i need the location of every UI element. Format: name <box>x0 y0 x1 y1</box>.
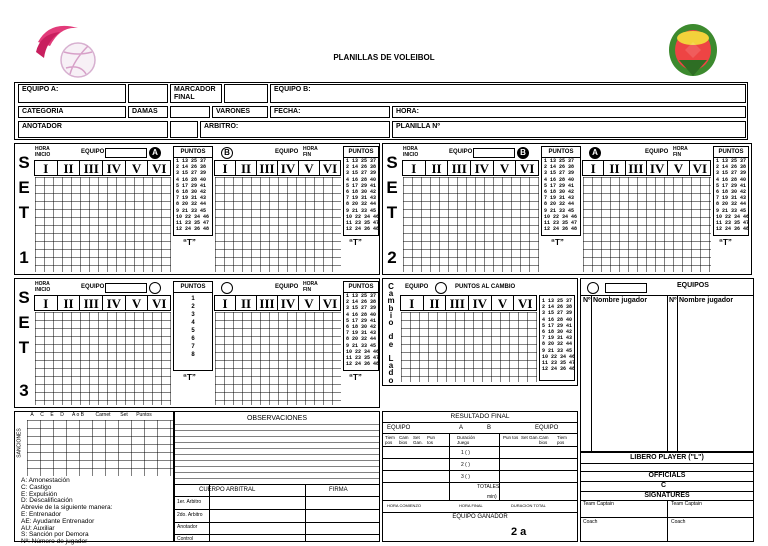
team-badge <box>149 282 161 294</box>
duracion-total-label: DURACION TOTAL <box>511 503 546 508</box>
timeout-mark: “T” <box>349 238 362 247</box>
set-1-panel <box>14 143 380 275</box>
officials-label: OFFICIALS <box>648 472 686 479</box>
cuerpo-arbitral-label: CUERPO ARBITRAL <box>199 487 256 493</box>
roster-equipo-input[interactable] <box>605 283 647 293</box>
arbitro-field[interactable]: ARBITRO: <box>200 121 390 138</box>
cambio-de-lado-panel <box>382 278 578 386</box>
equipo-label: EQUIPO <box>405 284 429 290</box>
club-crest-logo <box>665 20 721 82</box>
hora-fin-label: HORA FIN <box>673 146 688 158</box>
points-box[interactable]: PUNTOS 1 13 25 37 2 14 26 38 3 15 27 39 4 16 28 40 5 17 29 41 6 18 30 42 7 19 31 43 8 20 32 44 9 21 33 45 10 22 34 46 11 23 35 47 12 24 36 48 <box>343 146 379 236</box>
categoria-field[interactable]: CATEGORIA <box>18 106 126 118</box>
team-badge <box>435 282 447 294</box>
marcador-final-field[interactable]: MARCADOR FINAL <box>170 84 222 103</box>
team-a-badge: A <box>589 147 601 159</box>
set-row-2[interactable]: 2 ( ) <box>461 462 470 468</box>
hora-comienzo-label: HORA COMIENZO <box>387 503 422 508</box>
team-captain-label: Team Captain <box>671 501 702 507</box>
final-score[interactable]: 2 a <box>511 526 527 538</box>
team-captain-label: Team Captain <box>583 501 614 507</box>
hora-inicio-label: HORA INICIO <box>35 281 51 293</box>
points-box[interactable]: PUNTOS 1 13 25 37 2 14 26 38 3 15 27 39 4 16 28 40 5 17 29 41 6 18 30 42 7 19 31 43 8 20 32 44 9 21 33 45 10 22 34 46 11 23 35 47 12 24 36 48 <box>541 146 581 236</box>
rotation-header: I II III IV V VI <box>35 160 171 176</box>
equipo-input[interactable] <box>473 148 515 158</box>
equipo-input[interactable] <box>105 283 147 293</box>
hora-inicio-label: HORA INICIO <box>403 146 419 158</box>
planilla-field[interactable]: PLANILLA Nº <box>392 121 746 138</box>
rotation-grid[interactable] <box>215 312 341 405</box>
hora-inicio-label: HORA INICIO <box>35 146 51 158</box>
rotation-grid[interactable] <box>401 312 537 382</box>
equipo-label: EQUIPO <box>449 149 473 155</box>
points-box[interactable]: PUNTOS 1 13 25 37 2 14 26 38 3 15 27 39 4 16 28 40 5 17 29 41 6 18 30 42 7 19 31 43 8 20 32 44 9 21 33 45 10 22 34 46 11 23 35 47 12 24 36 48 <box>713 146 749 236</box>
anotador-field[interactable]: ANOTADOR <box>18 121 168 138</box>
primer-arbitro-label: 1er. Arbitro <box>177 499 202 505</box>
points-box[interactable]: PUNTOS 1 13 25 37 2 14 26 38 3 15 27 39 4 16 28 40 5 17 29 41 6 18 30 42 7 19 31 43 8 20 32 44 9 21 33 45 10 22 34 46 11 23 35 47 12 24 36 48 <box>173 146 213 236</box>
team-badge <box>221 282 233 294</box>
equipo-label: EQUIPO <box>387 425 411 431</box>
rotation-grid[interactable] <box>215 177 341 272</box>
hora-field[interactable]: HORA: <box>392 106 746 118</box>
cambio-letters: C a m b i o d e L a d o <box>387 282 395 385</box>
totales-label: TOTALES <box>477 484 500 490</box>
segundo-arbitro-label: 2do. Arbitro <box>177 512 203 518</box>
damas-field[interactable]: DAMAS <box>128 106 168 118</box>
set-row-1[interactable]: 1 ( ) <box>461 450 470 456</box>
equipo-label: EQUIPO <box>275 149 299 155</box>
firma-label: FIRMA <box>329 487 348 493</box>
nombre-header: Nombre jugador <box>679 297 734 304</box>
points-box[interactable]: PUNTOS 1 13 25 37 2 14 26 38 3 15 27 39 4 16 28 40 5 17 29 41 6 18 30 42 7 19 31 43 8 20 32 44 9 21 33 45 10 22 34 46 11 23 35 47 12 24 36 48 <box>343 281 379 371</box>
sanciones-panel <box>14 411 174 546</box>
timeout-mark: “T” <box>349 373 362 382</box>
set-word: S E T <box>386 153 398 222</box>
duracion-label: Duración Juego <box>457 435 476 445</box>
set-number: 3 <box>19 381 29 400</box>
points-box[interactable]: 1 13 25 37 2 14 26 38 3 15 27 39 4 16 28 40 5 17 29 41 6 18 30 42 7 19 31 43 8 20 32 44 9 21 33 45 10 22 34 46 11 23 35 47 12 24 36 48 <box>539 295 575 381</box>
equipo-label: EQUIPO <box>275 284 299 290</box>
numero-header: Nº <box>669 297 677 304</box>
timeout-mark: “T” <box>719 238 732 247</box>
set-number: 1 <box>19 248 29 267</box>
equipo-label: EQUIPO <box>535 425 559 431</box>
set-word: S E T <box>18 153 30 222</box>
rotation-header: I II III IV V VI <box>35 295 171 311</box>
blank-anotador-field[interactable] <box>170 121 198 138</box>
rotation-header: I II III IV V VI <box>583 160 711 176</box>
observaciones-panel <box>174 411 380 542</box>
equipo-a-field[interactable]: EQUIPO A: <box>18 84 126 103</box>
equipo-ganador-label: EQUIPO GANADOR <box>452 514 508 520</box>
libero-label: LIBERO PLAYER ("L") <box>630 454 704 461</box>
equipo-label: EQUIPO <box>645 149 669 155</box>
fecha-field[interactable]: FECHA: <box>270 106 390 118</box>
signatures-label: SIGNATURES <box>644 492 690 499</box>
coach-label: Coach <box>671 519 686 525</box>
rotation-grid[interactable] <box>35 177 171 272</box>
resultado-title: RESULTADO FINAL <box>450 413 510 420</box>
volleyball-logo <box>30 12 100 82</box>
team-b-badge: B <box>517 147 529 159</box>
sanciones-header: A C E D A o B Carnet Set Puntos <box>30 412 152 418</box>
puntos-al-cambio-label: PUNTOS AL CAMBIO <box>455 284 516 290</box>
points-box[interactable]: PUNTOS 1 2 3 4 5 6 7 8 <box>173 281 213 371</box>
sanciones-legend: A: Amonestación C: Castigo E: Expulsión D: Descalificación Abrevie de la siguiente manera: E: Entrenador AE: Ayudante Entrenador AU: Auxiliar S: Sanción por Demora Nº: Número de jugador <box>21 477 113 546</box>
rotation-header: I II III IV V VI <box>401 295 537 311</box>
equipo-label: EQUIPO <box>81 284 105 290</box>
blank-marcador-field[interactable] <box>224 84 268 103</box>
rotation-grid[interactable] <box>583 177 711 272</box>
blank-damas-field[interactable] <box>170 106 210 118</box>
timeout-mark: “T” <box>183 373 196 382</box>
rotation-grid[interactable] <box>35 312 171 405</box>
rotation-header: I II III IV V VI <box>215 160 341 176</box>
numero-header: Nº <box>583 297 591 304</box>
set-word: S E T <box>18 288 30 357</box>
page-title: PLANILLAS DE VOLEIBOL <box>333 53 435 62</box>
set-3-panel <box>14 278 380 408</box>
resultado-cols-left: Tiem pos Cam bios Set Gan. Pun tos <box>385 435 436 445</box>
set-row-3[interactable]: 3 ( ) <box>461 474 470 480</box>
officials-c-label: C <box>661 482 667 489</box>
team-a-label: A <box>459 425 464 431</box>
equipo-input[interactable] <box>105 148 147 158</box>
sanciones-label: SANCIONES <box>16 428 23 458</box>
set-2-panel <box>382 143 752 275</box>
timeout-mark: “T” <box>551 238 564 247</box>
nombre-header: Nombre jugador <box>593 297 648 304</box>
team-b-label: B <box>487 425 492 431</box>
roster-panel <box>580 278 754 452</box>
set-number: 2 <box>387 248 397 267</box>
resultado-final-panel <box>382 411 578 542</box>
equipo-label: EQUIPO <box>81 149 105 155</box>
min-label: min) <box>487 494 497 500</box>
anotador-label: Anotador <box>177 524 198 530</box>
sanciones-grid[interactable] <box>27 420 173 476</box>
rotation-header: I II III IV V VI <box>215 295 341 311</box>
equipos-label: EQUIPOS <box>677 282 709 289</box>
hora-fin-label: HORA FIN <box>303 146 318 158</box>
team-b-badge: B <box>221 147 233 159</box>
varones-field[interactable]: VARONES <box>212 106 268 118</box>
coach-label: Coach <box>583 519 598 525</box>
hora-final-label: HORA FINAL <box>459 503 483 508</box>
roster-team-badge <box>587 282 599 294</box>
observaciones-title: OBSERVACIONES <box>246 415 308 422</box>
observaciones-lines[interactable] <box>175 424 379 482</box>
control-label: Control <box>177 536 194 542</box>
hora-fin-label: HORA FIN <box>303 281 318 293</box>
rotation-grid[interactable] <box>403 177 539 272</box>
rotation-header: I II III IV V VI <box>403 160 539 176</box>
blank-a-field[interactable] <box>128 84 168 103</box>
equipo-b-field[interactable]: EQUIPO B: <box>270 84 746 103</box>
team-a-badge: A <box>149 147 161 159</box>
timeout-mark: “T” <box>183 238 196 247</box>
libero-panel <box>580 452 754 542</box>
resultado-cols-right: Pun tos Set Gan. Cam bios Tiem pos <box>503 435 567 445</box>
